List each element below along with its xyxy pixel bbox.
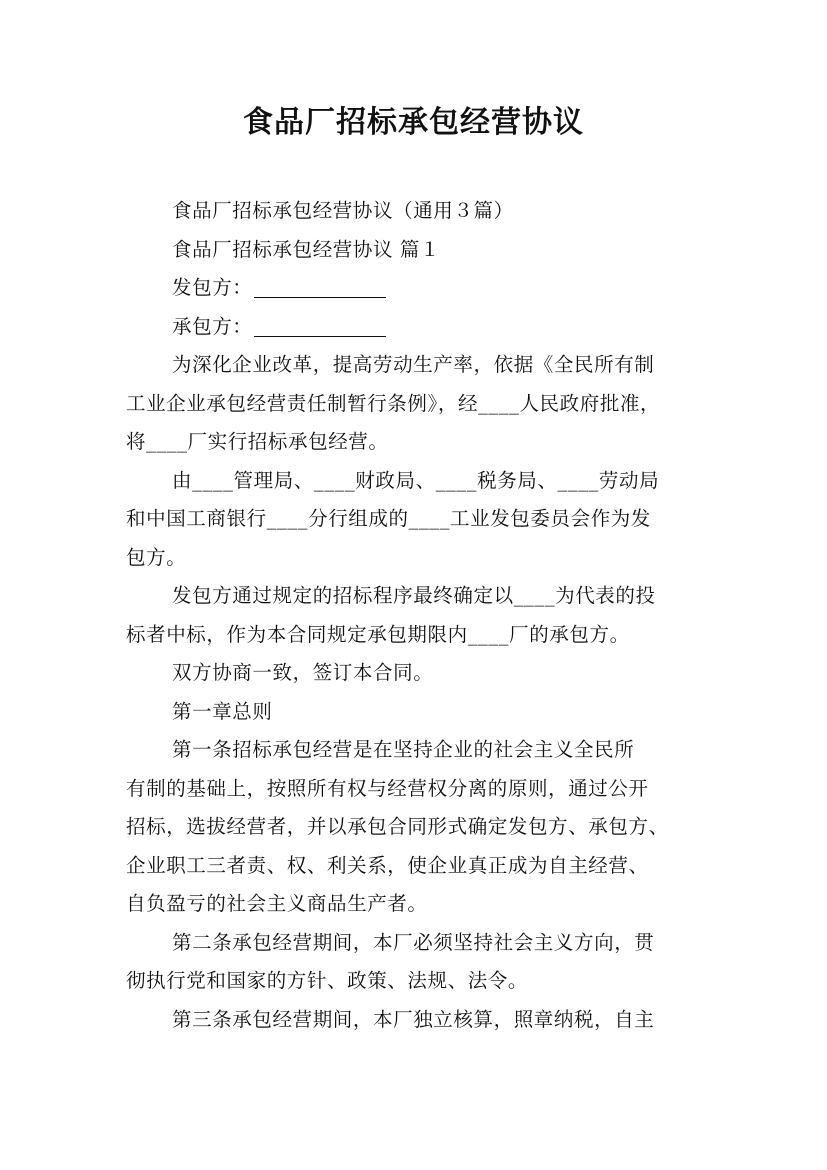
employer-blank	[254, 277, 386, 298]
chapter-heading: 第一章总则	[172, 699, 273, 723]
paragraph-agreement: 双方协商一致，签订本合同。	[172, 661, 434, 684]
contractor-line	[126, 308, 714, 347]
paragraph-subtitle: 食品厂招标承包经营协议（通用３篇）	[172, 199, 514, 222]
paragraph-purpose-line-1: 为深化企业改革，提高劳动生产率，依据《全民所有制	[172, 353, 655, 376]
paragraph-purpose-line-2: 工业企业承包经营责任制暂行条例》，经____人民政府批准，	[126, 391, 661, 415]
paragraph-committee-line-2: 和中国工商银行____分行组成的____工业发包委员会作为发	[126, 507, 652, 530]
article-3-line-1: 第三条承包经营期间，本厂独立核算，照章纳税，自主	[172, 1007, 655, 1031]
paragraph-committee-line-3: 包方。	[126, 545, 187, 569]
article-1-line-4: 企业职工三者责、权、利关系，使企业真正成为自主经营、	[126, 853, 649, 877]
paragraph-bid-line-2: 标者中标，作为本合同规定承包期限内____厂的承包方。	[126, 622, 630, 646]
contractor-label: 承包方：	[172, 314, 253, 338]
contractor-blank	[254, 316, 386, 337]
document-body	[126, 192, 714, 1039]
paragraph-committee-line-1: 由____管理局、____财政局、____税务局、____劳动局	[172, 468, 660, 492]
document-title: 食品厂招标承包经营协议	[243, 105, 584, 140]
article-1-line-1: 第一条招标承包经营是在坚持企业的社会主义全民所	[172, 738, 635, 761]
article-1-line-3: 招标，选拔经营者，并以承包合同形式确定发包方、承包方、	[126, 815, 669, 838]
paragraph-section-heading: 食品厂招标承包经营协议 篇１	[172, 237, 441, 261]
article-2-line-1: 第二条承包经营期间，本厂必须坚持社会主义方向，贯	[172, 930, 655, 954]
article-2-line-2: 彻执行党和国家的方针、政策、法规、法令。	[126, 969, 529, 992]
employer-line	[126, 269, 714, 308]
employer-label: 发包方：	[172, 276, 253, 299]
article-1-line-2: 有制的基础上，按照所有权与经营权分离的原则，通过公开	[126, 776, 649, 800]
article-1-line-5: 自负盈亏的社会主义商品生产者。	[126, 892, 428, 915]
paragraph-purpose-line-3: 将____厂实行招标承包经营。	[126, 430, 389, 453]
paragraph-bid-line-1: 发包方通过规定的招标程序最终确定以____为代表的投	[172, 584, 656, 607]
